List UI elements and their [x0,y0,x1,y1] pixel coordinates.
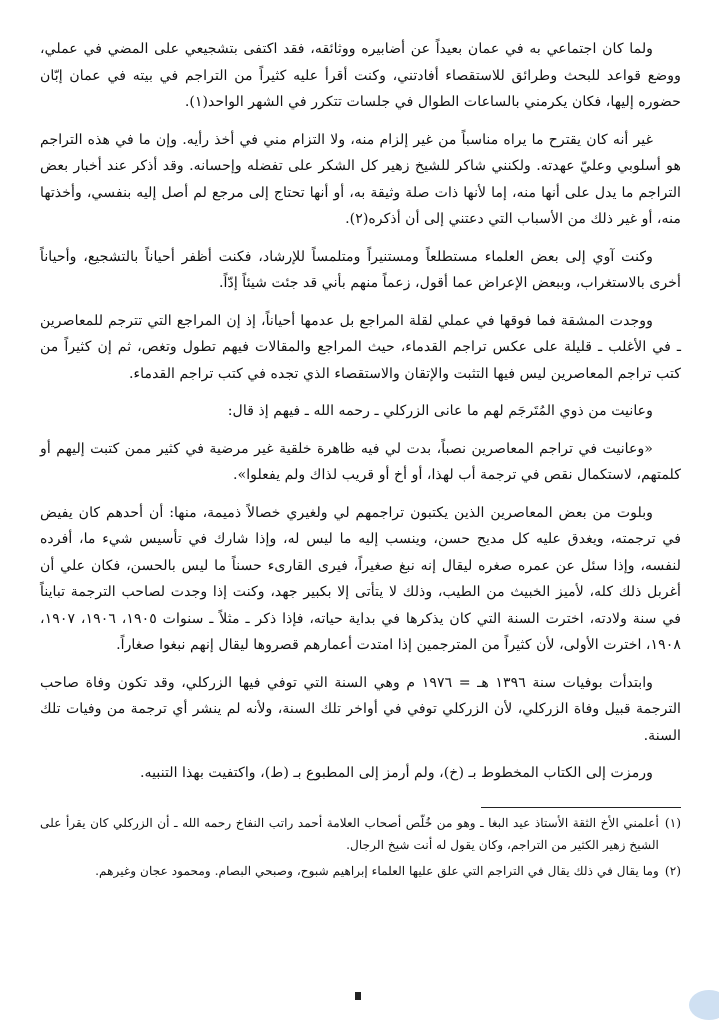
paragraph-3: وكنت آوي إلى بعض العلماء مستطلعاً ومستنيراً ومتلمساً للإرشاد، فكنت أظفر أحياناً بالتشجيع، وأحياناً أخرى بالاستغراب، وببعض الإعراض عما أقول، زعماً منهم بأني قد جئت شيئاً إدّاً. [40,248,681,291]
footnote-number: (٢) [664,863,681,878]
footnote-number: (١) [664,815,681,830]
footnote-text: أعلمني الأخ الثقة الأستاذ عيد البغا ـ وهو من خُلّص أصحاب العلامة أحمد راتب النفاخ رحمه الله ـ أن الزركلي كان يقرأ على الشيخ زهير الكثير من التراجم، وكان يقول له أنت شيخ الرجال. [40,815,659,852]
paragraph-2: غير أنه كان يقترح ما يراه مناسباً من غير إلزام منه، ولا التزام مني في أخذ رأيه. وإن ما في هذه التراجم هو أسلوبي وعليّ عهدته. ولكنني شاكر للشيخ زهير كل الشكر على تفضله وإحسانه. وقد أذكر عند أخبار بعض التراجم ما يدل على أنها منه، إما لأنها ذات صلة وثيقة به، أو أنها تحتاج إلى مرجع لم أصل إليه بنفسي، وأخذتها منه، أو غير ذلك من الأسباب التي دعتني إلى أن أذكره(٢). [40,131,681,227]
footnote-1 [40,812,681,856]
footnote-divider [481,807,681,808]
paragraph-7: وبلوت من بعض المعاصرين الذين يكتبون تراجمهم لي ولغيري خصالاً ذميمة، منها: أن أحدهم كان يفيض في ترجمته، ويغدق عليه كل مديح حسن، وينسب إليه ما ليس له، وإذا شارك في تأسيس شيء ما، أفرده لنفسه، وإذا سئل عن عمره صغره ليقال إنه نبغ صغيراً، فيرى القارىء حسناً ما ليس بالحسن، فكان علي أن أغربل ذلك كله، لأميز الخبيث من الطيب، وذلك لا يتأتى إلا بكبير جهد، وكنت إذا وجدت لصاحب الترجمة تبايناً في سنة ولادته، اخترت السنة التي كان يذكرها في بداية حياته، فإذا ذكر ـ مثلاً ـ سنوات ١٩٠٥، ١٩٠٦، ١٩٠٧، ١٩٠٨، اخترت الأولى، لأن كثيراً من المترجمين إذا امتدت أعمارهم قصروها ليقال إنهم نبغوا صغاراً. [40,504,681,653]
document-page [40,36,681,886]
footnote-text: وما يقال في ذلك يقال في التراجم التي علق عليها العلماء إبراهيم شبوح، وصبحي البصام. ومحمود عجان وغيرهم. [95,863,659,878]
paragraph-5: وعانيت من ذوي المُتَرجَم لهم ما عانى الزركلي ـ رحمه الله ـ فيهم إذ قال: [227,403,653,419]
quote-paragraph: «وعانيت في تراجم المعاصرين نصباً، بدت لي فيه ظاهرة خلقية غير مرضية في كثير ممن كتبت إليهم أو كلمتهم، لاستكمال نقص في ترجمة أب لهذا، أو أخ أو قريب لذاك ولم يفعلوا». [40,440,681,483]
paragraph-9: ورمزت إلى الكتاب المخطوط بـ (خ)، ولم أرمز إلى المطبوع بـ (ط)، واكتفيت بهذا التنبيه. [140,765,653,781]
paragraph-4: ووجدت المشقة فما فوقها في عملي لقلة المراجع بل عدمها أحياناً، إذ إن المراجع التي تترجم للمعاصرين ـ في الأغلب ـ قليلة على عكس تراجم القدماء، حيث المراجع والمقالات فيهم تطول وتغص، ثم إن كثيراً من كتب تراجم المعاصرين ليس فيها التثبت والإتقان والاستقصاء الذي تجده في كتب تراجم القدماء. [40,312,681,382]
paragraph-8: وابتدأت بوفيات سنة ١٣٩٦ هـ = ١٩٧٦ م وهي السنة التي توفي فيها الزركلي، وقد تكون وفاة صاحب الترجمة قبيل وفاة الزركلي، لأن الزركلي توفي في أواخر تلك السنة، ولأنه لم ينشر أي ترجمة من وفيات تلك السنة. [40,674,681,744]
footnote-2 [40,860,681,882]
corner-decoration [689,990,719,1020]
paragraph-1: ولما كان اجتماعي به في عمان بعيداً عن أضابيره ووثائقه، فقد اكتفى بتشجيعي على المضي في عملي، ووضع قواعد للبحث وطرائق للاستقصاء أفادتني، وكنت أقرأ عليه كثيراً من التراجم في بيته في عمان إبّان حضوره إليها، فكان يكرمني بالساعات الطوال في جلسات تتكرر في الشهر الواحد(١). [40,41,681,110]
page-number-mark [355,992,361,1000]
